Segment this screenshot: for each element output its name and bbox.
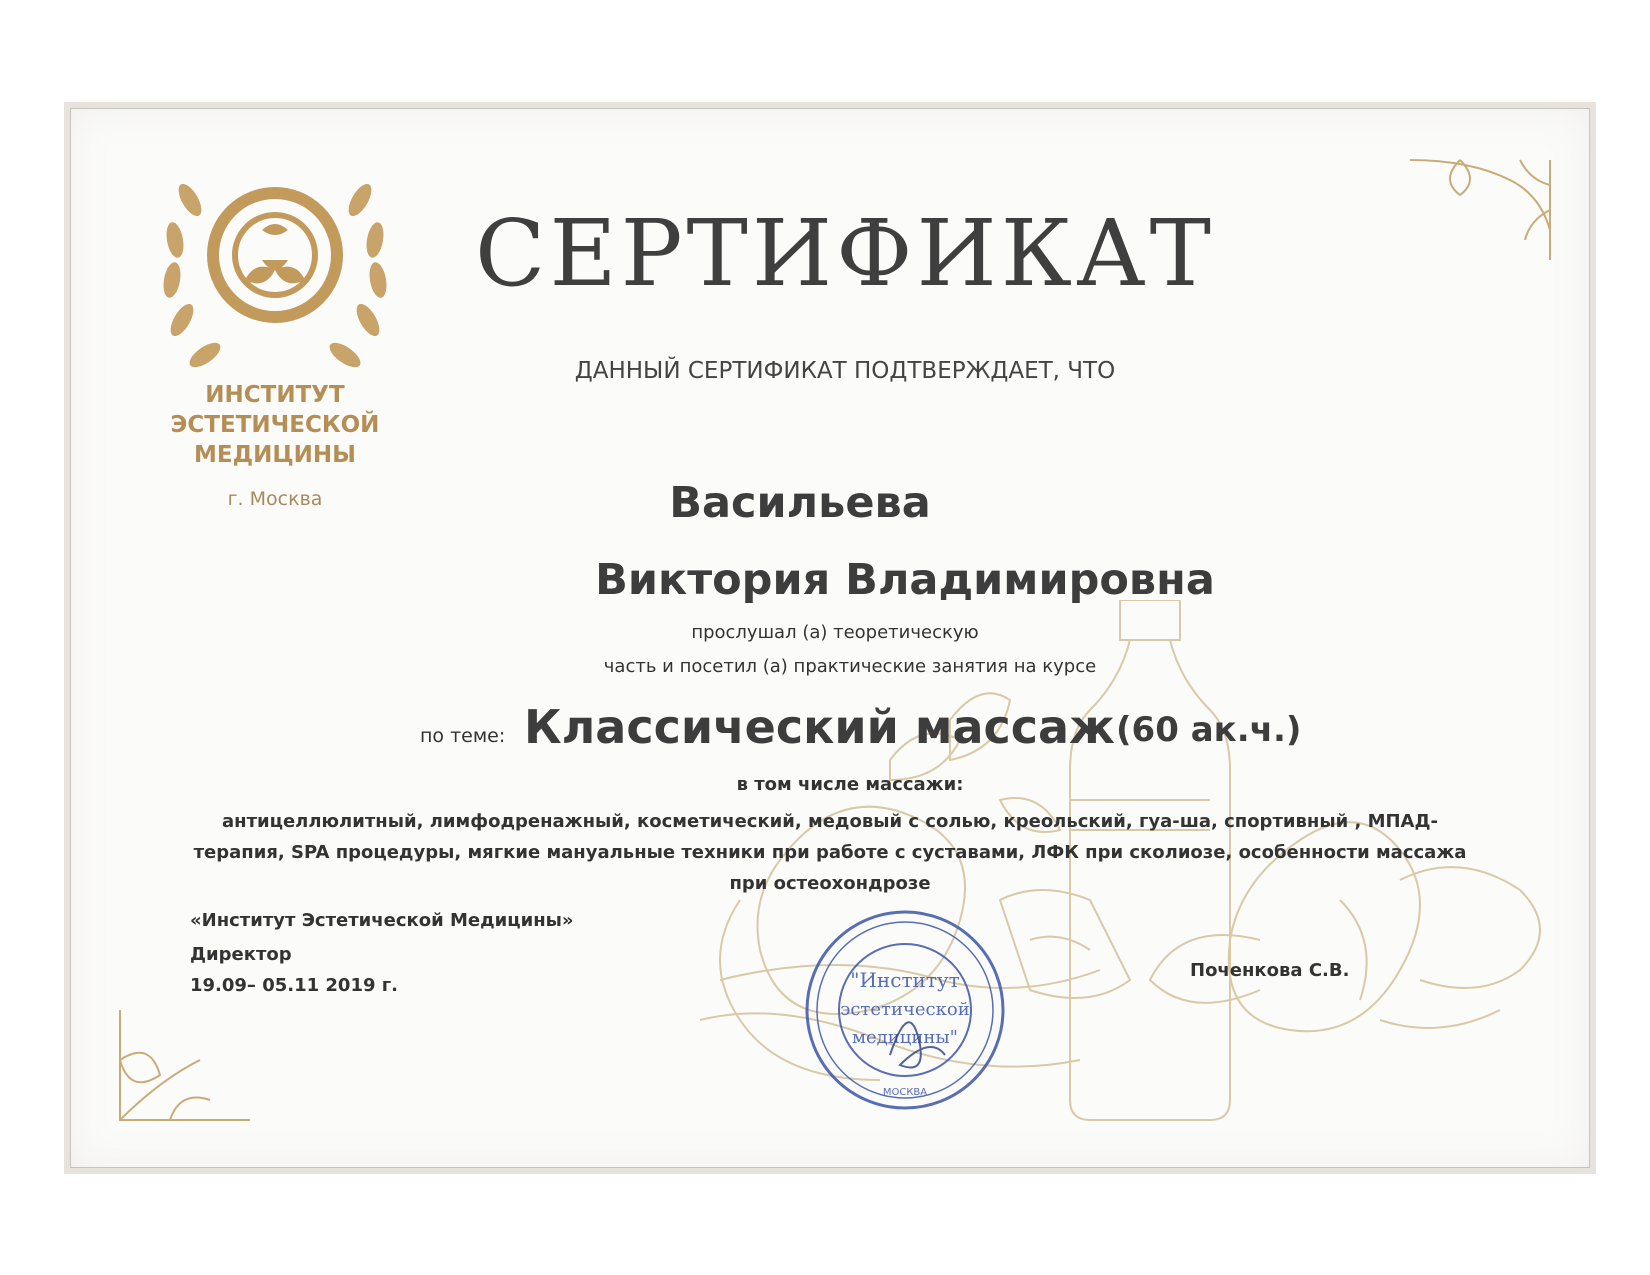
institute-name-line: МЕДИЦИНЫ: [194, 442, 356, 468]
signer-name: Поченкова С.В.: [1190, 960, 1350, 981]
course-dates: 19.09– 05.11 2019 г.: [190, 975, 399, 996]
topic-title: Классический массаж: [524, 700, 1115, 754]
corner-ornament-bottom-left: [110, 1000, 260, 1130]
including-label: в том числе массажи:: [736, 774, 964, 795]
signer-role: Директор: [190, 944, 292, 965]
recipient-given-names: Виктория Владимировна: [595, 555, 1215, 605]
organization-name: «Институт Эстетической Медицины»: [190, 910, 574, 931]
stamp-city: МОСКВА: [882, 1087, 928, 1098]
certificate-subtitle: ДАННЫЙ СЕРТИФИКАТ ПОДТВЕРЖДАЕТ, ЧТО: [574, 358, 1116, 384]
institute-name-line: ИНСТИТУТ: [205, 382, 345, 408]
certificate-title: СЕРТИФИКАТ: [475, 200, 1215, 307]
institute-name-line: ЭСТЕТИЧЕСКОЙ: [170, 412, 380, 438]
statement-line-1: прослушал (а) теоретическую: [691, 622, 979, 643]
topic-hours: (60 ак.ч.): [1116, 710, 1302, 750]
institute-name: [140, 380, 410, 470]
topic-prefix: по теме:: [420, 725, 506, 747]
stamp-line: медицины": [852, 1027, 958, 1048]
institute-city: г. Москва: [227, 488, 323, 510]
recipient-last-name: Васильева: [669, 478, 931, 528]
stamp-line: эстетической: [840, 999, 970, 1020]
stamp-line: "Институт: [850, 968, 960, 992]
corner-ornament-top-right: [1400, 150, 1560, 270]
statement-line-2: часть и посетил (а) практические занятия на курсе: [603, 656, 1097, 677]
course-description: антицеллюлитный, лимфодренажный, косметический, медовый с солью, креольский, гуа-ша, спортивный , МПАД-терапия, SPA процедуры, мягкие мануальные техники при работе с суставами, ЛФК при сколиозе, особенности массажа при остеохондрозе: [193, 811, 1467, 894]
course-topic: [410, 700, 1410, 780]
institute-logo-icon: [150, 160, 400, 540]
official-stamp: [800, 905, 1010, 1115]
